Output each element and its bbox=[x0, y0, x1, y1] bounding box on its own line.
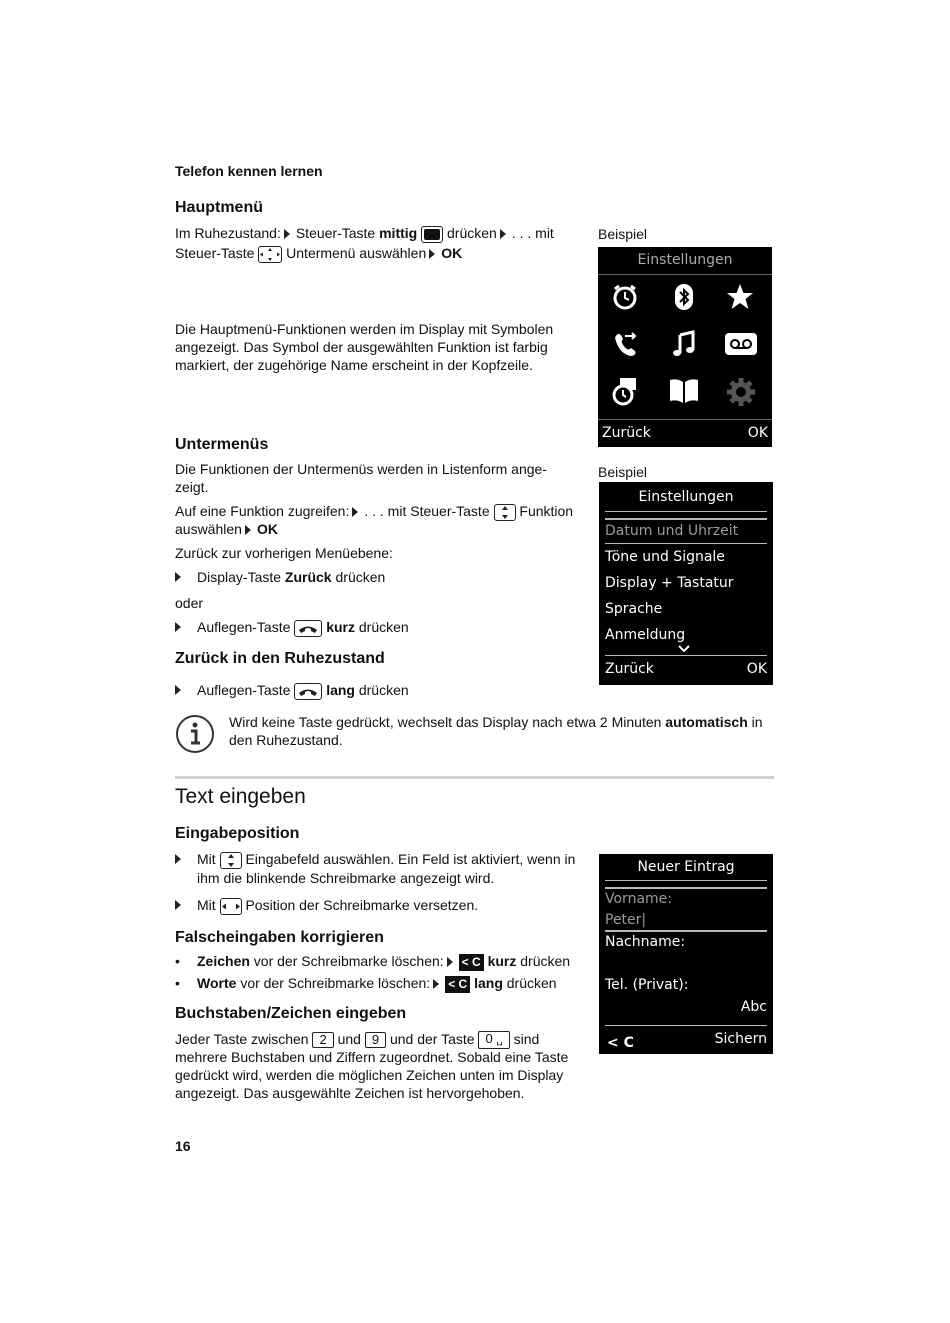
chevron-down-icon bbox=[677, 645, 691, 653]
info-icon bbox=[175, 714, 215, 754]
arrow-icon bbox=[245, 525, 251, 535]
key-2: 2 bbox=[312, 1032, 333, 1048]
falscheingaben-bullet-2 bbox=[175, 974, 557, 993]
bullet-arrow-icon bbox=[175, 572, 181, 582]
arrow-icon bbox=[433, 979, 439, 989]
text: . . . mit bbox=[511, 225, 554, 241]
section-divider bbox=[175, 776, 774, 779]
text: und bbox=[337, 1031, 361, 1047]
hauptmenu-instruction-2 bbox=[175, 244, 462, 263]
text: drücken bbox=[358, 682, 409, 698]
buchstaben-line-1 bbox=[175, 1030, 585, 1049]
falscheingaben-bullet-1 bbox=[175, 952, 570, 971]
display-title: Einstellungen bbox=[637, 252, 733, 268]
display-title: Einstellungen bbox=[638, 489, 734, 505]
field-input-firstname[interactable]: Peter| bbox=[605, 912, 647, 928]
book-icon bbox=[668, 377, 700, 405]
text: Steuer-Taste bbox=[295, 225, 376, 241]
bullet-dot: • bbox=[175, 975, 180, 991]
text: Auf eine Funktion zugreifen: bbox=[175, 503, 350, 519]
untermenus-p3: Zurück zur vorherigen Menüebene: bbox=[175, 545, 393, 561]
star-icon bbox=[726, 283, 754, 311]
control-key-leftright-icon bbox=[220, 898, 242, 915]
info-note-text bbox=[229, 713, 774, 749]
music-note-icon bbox=[670, 330, 698, 358]
untermenus-oder: oder bbox=[175, 595, 204, 611]
list-item[interactable]: Sprache bbox=[605, 601, 663, 617]
text-bold: automatisch bbox=[665, 714, 748, 730]
key-9: 9 bbox=[365, 1032, 386, 1048]
field-label-firstname: Vorname: bbox=[605, 891, 672, 907]
display-main-menu bbox=[598, 247, 772, 447]
example-label: Beispiel bbox=[598, 226, 648, 242]
bullet-arrow-icon bbox=[175, 854, 181, 864]
hauptmenu-description: Die Hauptmenü-Funktionen werden im Display mit Symbolen angezeigt. Das Symbol der ausgewählten Funktion ist farbig markiert, der zugehörige Name erscheint in der Kopfzeile. bbox=[175, 321, 554, 373]
text: auswählen bbox=[175, 521, 242, 537]
page-number: 16 bbox=[175, 1138, 191, 1154]
example-label: Beispiel bbox=[598, 464, 648, 480]
text: Eingabefeld auswählen. Ein Feld ist aktiviert, wenn in ihm die blinkende Schreibmarke angezeigt wird. bbox=[197, 851, 576, 886]
call-forward-icon bbox=[611, 330, 639, 358]
text: Mit bbox=[197, 897, 216, 913]
text: und der Taste bbox=[389, 1031, 475, 1047]
bullet-dot: • bbox=[175, 953, 180, 969]
text-bold: Zeichen bbox=[197, 953, 250, 969]
softkey-backspace[interactable]: < C bbox=[607, 1035, 634, 1051]
list-item-selected[interactable]: Datum und Uhrzeit bbox=[605, 523, 739, 539]
untermenus-p2-line2 bbox=[175, 520, 278, 538]
end-call-key-icon bbox=[294, 683, 322, 700]
calendar-alarm-icon bbox=[611, 377, 639, 407]
text: Steuer-Taste bbox=[175, 245, 255, 261]
untermenus-bullet-2 bbox=[175, 618, 409, 637]
arrow-icon bbox=[352, 507, 358, 517]
text: Wird keine Taste gedrückt, wechselt das Display nach etwa 2 Minuten bbox=[229, 714, 662, 730]
text-bold: Zurück bbox=[284, 569, 332, 585]
display-title: Neuer Eintrag bbox=[637, 859, 735, 875]
text-bold: lang bbox=[474, 975, 503, 991]
bluetooth-icon bbox=[670, 283, 698, 311]
bullet-arrow-icon bbox=[175, 900, 181, 910]
text: drücken bbox=[520, 953, 571, 969]
text: Auflegen-Taste bbox=[197, 682, 291, 698]
alarm-clock-icon bbox=[611, 283, 639, 311]
eingabeposition-bullet-1 bbox=[175, 850, 585, 887]
text: Jeder Taste zwischen bbox=[175, 1031, 309, 1047]
gear-icon bbox=[726, 377, 756, 407]
input-mode-indicator: Abc bbox=[740, 999, 767, 1015]
text: drücken bbox=[506, 975, 557, 991]
text: Im Ruhezustand: bbox=[175, 225, 281, 241]
untermenus-bullet-1 bbox=[175, 568, 385, 586]
field-label-lastname[interactable]: Nachname: bbox=[605, 934, 686, 950]
control-key-4way-icon bbox=[258, 246, 282, 263]
untermenus-p1: Die Funktionen der Untermenüs werden in Listenform ange-zeigt. bbox=[175, 461, 547, 495]
key-label: 0 bbox=[485, 1031, 493, 1047]
text-bold: kurz bbox=[487, 953, 517, 969]
control-key-center-icon bbox=[421, 226, 443, 243]
field-label-phone[interactable]: Tel. (Privat): bbox=[605, 977, 689, 993]
text: in den Ruhezustand. bbox=[229, 714, 763, 748]
key-0 bbox=[478, 1031, 509, 1049]
softkey-right[interactable]: OK bbox=[746, 661, 767, 677]
text: drücken bbox=[447, 225, 497, 241]
list-item[interactable]: Anmeldung bbox=[605, 627, 686, 643]
text-bold: OK bbox=[256, 521, 278, 537]
control-key-updown-icon bbox=[220, 852, 242, 869]
text-eingeben-title: Text eingeben bbox=[175, 785, 306, 808]
softkey-left[interactable]: Zurück bbox=[605, 661, 654, 677]
space-key-icon: ␣ bbox=[496, 1035, 503, 1047]
arrow-icon bbox=[500, 229, 506, 239]
section-header: Telefon kennen lernen bbox=[175, 163, 323, 179]
display-submenu-list bbox=[599, 482, 773, 685]
text: Funktion bbox=[519, 503, 574, 519]
end-call-key-icon bbox=[294, 620, 322, 637]
text-bold: lang bbox=[326, 682, 355, 698]
text: drücken bbox=[335, 569, 386, 585]
falscheingaben-title: Falscheingaben korrigieren bbox=[175, 929, 384, 946]
eingabeposition-title: Eingabeposition bbox=[175, 825, 300, 842]
text-bold: kurz bbox=[326, 619, 355, 635]
text: Display-Taste bbox=[197, 569, 282, 585]
text-bold: Worte bbox=[197, 975, 237, 991]
arrow-icon bbox=[429, 249, 435, 259]
text: . . . mit Steuer-Taste bbox=[364, 503, 490, 519]
backspace-key-icon: < C bbox=[445, 976, 470, 993]
hauptmenu-title: Hauptmenü bbox=[175, 199, 263, 216]
text: drücken bbox=[358, 619, 409, 635]
text: vor der Schreibmarke löschen: bbox=[240, 975, 431, 991]
text-bold: OK bbox=[441, 245, 463, 261]
text: Untermenü auswählen bbox=[286, 245, 427, 261]
voicemail-icon bbox=[724, 330, 758, 358]
softkey-right[interactable]: OK bbox=[747, 425, 768, 441]
arrow-icon bbox=[447, 957, 453, 967]
text: Position der Schreibmarke versetzen. bbox=[245, 897, 479, 913]
buchstaben-title: Buchstaben/Zeichen eingeben bbox=[175, 1005, 407, 1022]
arrow-icon bbox=[284, 229, 290, 239]
control-key-updown-icon bbox=[494, 504, 516, 521]
list-item[interactable]: Töne und Signale bbox=[605, 549, 725, 565]
text: vor der Schreibmarke löschen: bbox=[253, 953, 444, 969]
text-bold: mittig bbox=[379, 225, 418, 241]
list-item[interactable]: Display + Tastatur bbox=[605, 575, 734, 591]
display-new-entry bbox=[599, 854, 773, 1054]
untermenus-p2-line1 bbox=[175, 502, 585, 521]
text: sind bbox=[513, 1031, 540, 1047]
text: Mit bbox=[197, 851, 216, 867]
ruhezustand-title: Zurück in den Ruhezustand bbox=[175, 650, 385, 667]
bullet-arrow-icon bbox=[175, 622, 181, 632]
text: Auflegen-Taste bbox=[197, 619, 291, 635]
eingabeposition-bullet-2 bbox=[175, 896, 478, 915]
hauptmenu-instruction-1 bbox=[175, 224, 575, 243]
backspace-key-icon: < C bbox=[459, 954, 484, 971]
softkey-save[interactable]: Sichern bbox=[714, 1031, 767, 1047]
softkey-left[interactable]: Zurück bbox=[602, 425, 651, 441]
ruhezustand-bullet bbox=[175, 681, 409, 700]
untermenus-title: Untermenüs bbox=[175, 436, 269, 453]
bullet-arrow-icon bbox=[175, 685, 181, 695]
buchstaben-description: mehrere Buchstaben und Ziffern zugeordnet. Sobald eine Taste gedrückt wird, werden die möglichen Zeichen unten im Display angezeigt. Das ausgewählte Zeichen ist hervorgehoben. bbox=[175, 1049, 569, 1101]
